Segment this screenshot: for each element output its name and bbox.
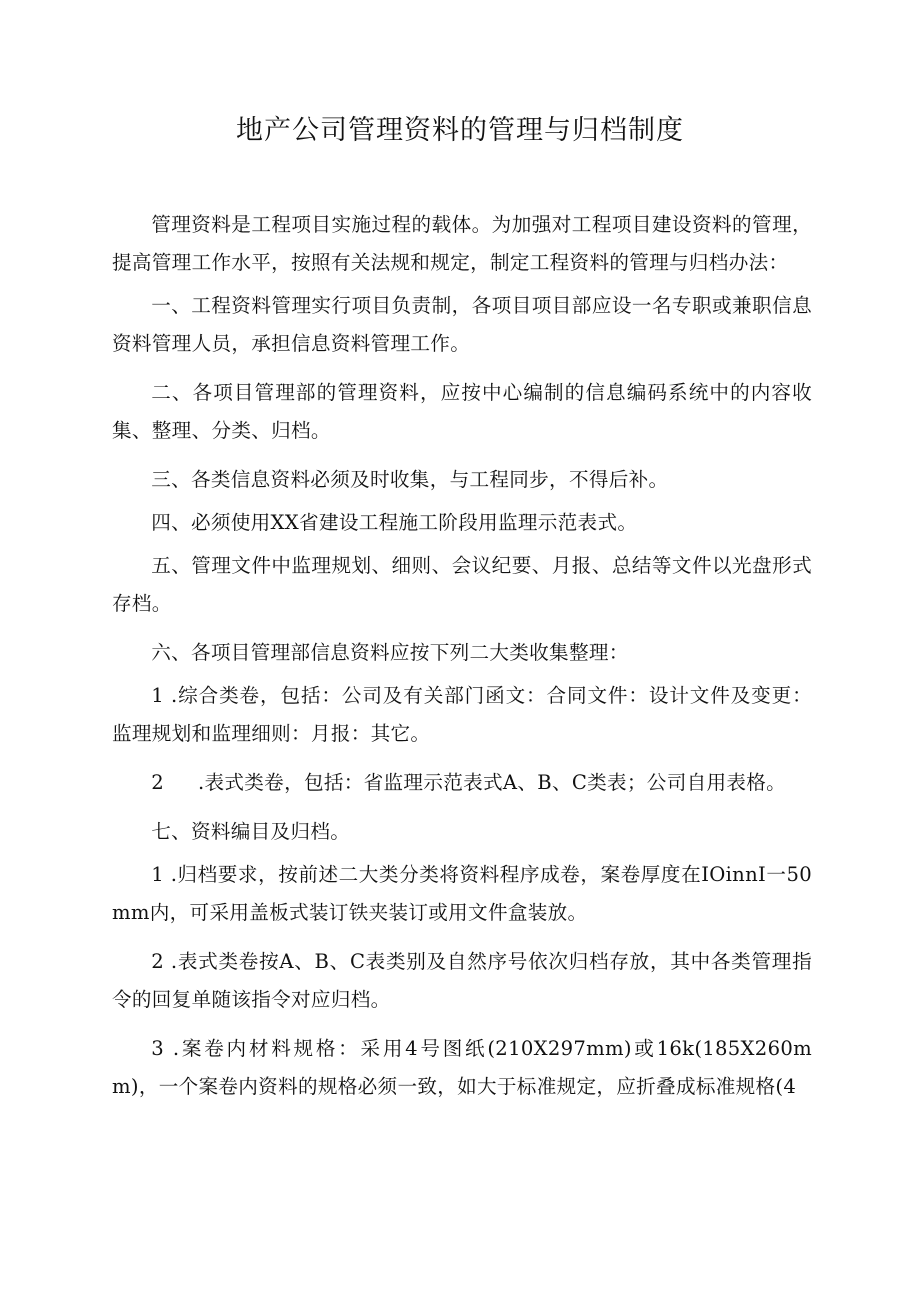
paragraph-item-5: 五、管理文件中监理规划、细则、会议纪要、月报、总结等文件以光盘形式存档。 (112, 554, 812, 615)
document-title: 地产公司管理资料的管理与归档制度 (236, 115, 684, 146)
paragraph-item-3: 三、各类信息资料必须及时收集，与工程同步，不得后补。 (151, 468, 669, 491)
paragraph-item-7: 七、资料编目及归档。 (151, 820, 351, 843)
paragraph-item-4: 四、必须使用XX省建设工程施工阶段用监理示范表式。 (151, 511, 638, 534)
paragraph-intro: 管理资料是工程项目实施过程的载体。为加强对工程项目建设资料的管理，提高管理工作水平，按照有关法规和规定，制定工程资料的管理与归档办法： (112, 213, 812, 274)
paragraph-item-1: 一、工程资料管理实行项目负责制，各项目项目部应设一名专职或兼职信息资料管理人员，承担信息资料管理工作。 (112, 294, 812, 355)
paragraph-item-2: 二、各项目管理部的管理资料，应按中心编制的信息编码系统中的内容收集、整理、分类、归档。 (112, 381, 812, 442)
paragraph-sub-7-3: 3 .案卷内材料规格：采用4号图纸(210X297mm)或16k(185X260mm)，一个案卷内资料的规格必须一致，如大于标准规定，应折叠成标准规格(4 (112, 1037, 812, 1098)
paragraph-item-6: 六、各项目管理部信息资料应按下列二大类收集整理： (151, 641, 629, 664)
sub-6-2-text: .表式类卷，包括：省监理示范表式A、B、C类表；公司自用表格。 (197, 771, 787, 794)
paragraph-sub-7-1: 1 .归档要求，按前述二大类分类将资料程序成卷，案卷厚度在IOinnI一50mm内，可采用盖板式装订铁夹装订或用文件盒装放。 (112, 863, 812, 924)
sub-6-2-number: 2 (151, 771, 164, 794)
paragraph-sub-7-2: 2 .表式类卷按A、B、C表类别及自然序号依次归档存放，其中各类管理指令的回复单随该指令对应归档。 (112, 950, 812, 1011)
paragraph-sub-6-1: 1 .综合类卷，包括：公司及有关部门函文：合同文件：设计文件及变更：监理规划和监理细则：月报：其它。 (112, 684, 812, 745)
paragraph-sub-6-2 (112, 764, 812, 802)
document-body (112, 206, 812, 1106)
